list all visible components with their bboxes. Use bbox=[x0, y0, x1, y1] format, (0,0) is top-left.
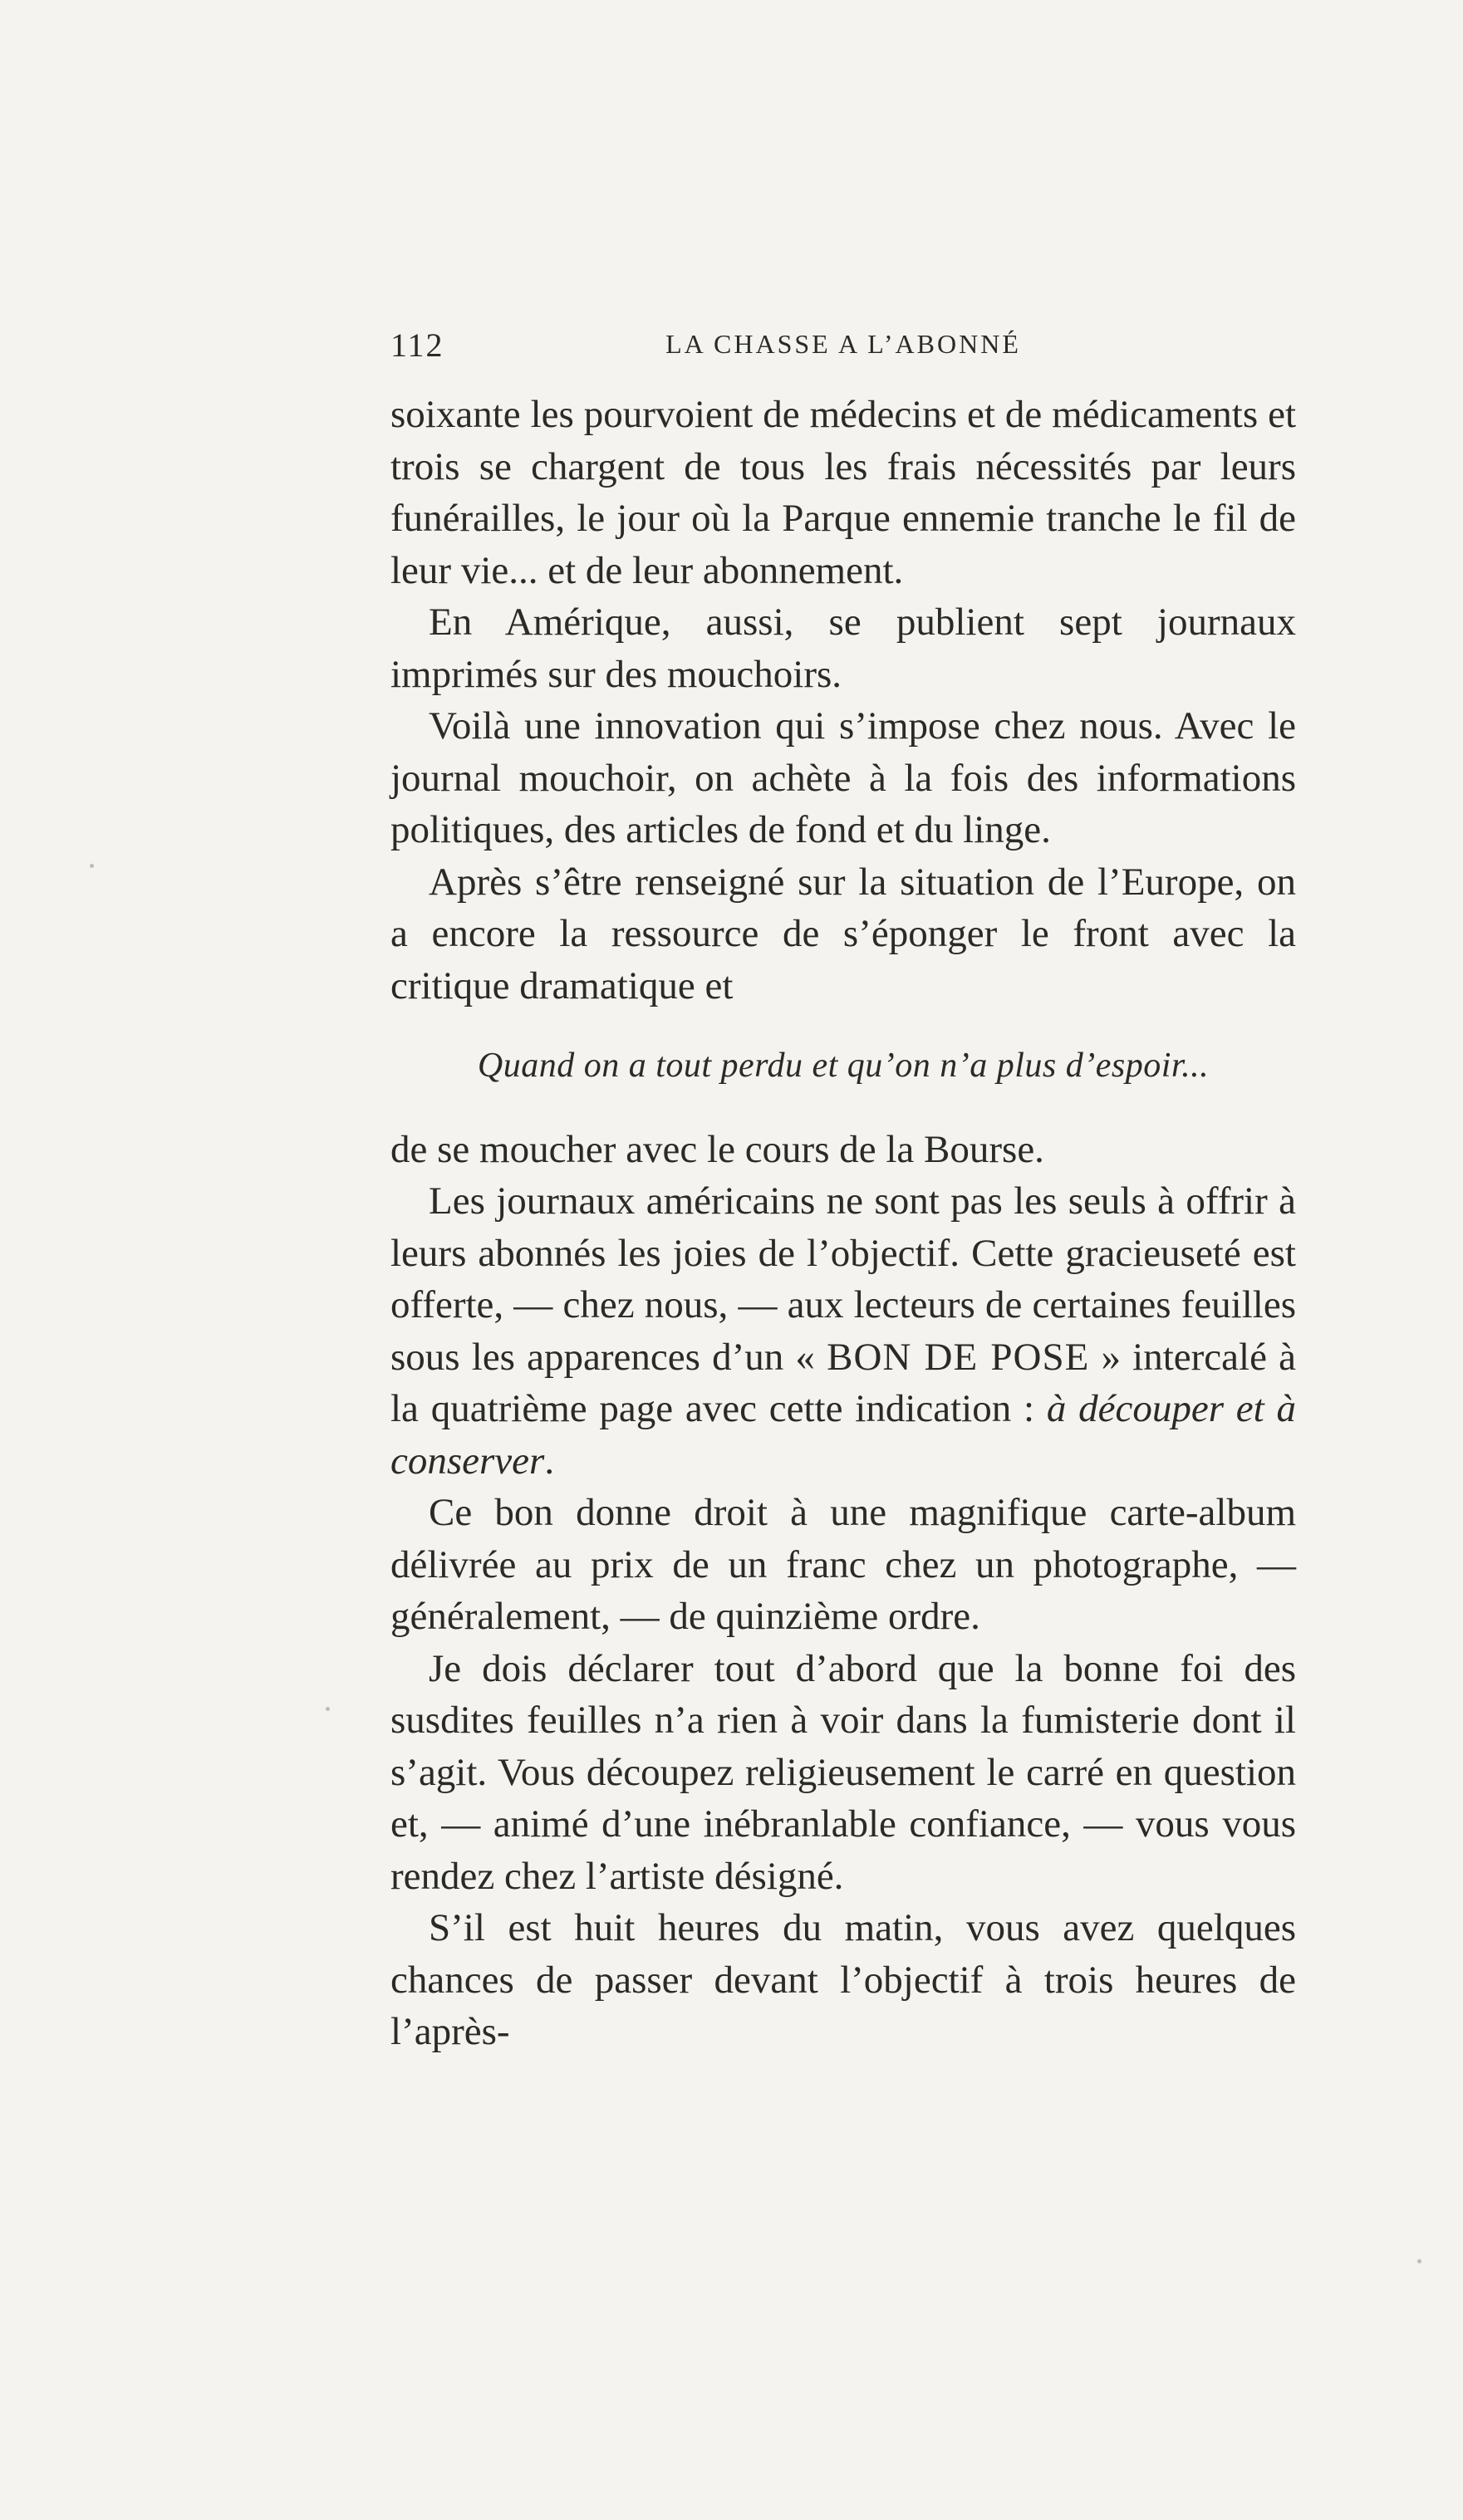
paragraph-2: En Amérique, aussi, se publient sept journaux imprimés sur des mouchoirs. bbox=[390, 601, 1296, 696]
bon-text-end: . bbox=[544, 1439, 555, 1483]
paragraph-1: soixante les pourvoient de médecins et de médicaments et trois se chargent de tous les frais nécessités par leurs funérailles, le jour où la Parque ennemie tranche le fil de leur vie... et de leur abonnement. bbox=[390, 393, 1296, 592]
paragraph-bon-de-pose bbox=[390, 1175, 1296, 1487]
paper-speck bbox=[1417, 2259, 1421, 2263]
bon-text-before: Les journaux américains ne sont pas les seuls à offrir à leurs abonnés les joies de l’objectif. Cette gracieuseté est offerte, — chez nous, — aux lecteurs de certaines feuilles sous les apparences d’un « bbox=[390, 1179, 1296, 1379]
bon-text-middle: » intercalé à la quatrième page avec cette indication : bbox=[390, 1335, 1296, 1430]
running-title: LA CHASSE A L’ABONNÉ bbox=[665, 329, 1021, 359]
paragraph-3: Voilà une innovation qui s’impose chez nous. Avec le journal mouchoir, on achète à la fois des informations politiques, des articles de fond et du linge. bbox=[390, 704, 1296, 851]
paragraph-last: S’il est huit heures du matin, vous avez quelques chances de passer devant l’objectif à trois heures de l’après- bbox=[390, 1906, 1296, 2053]
page-number: 112 bbox=[390, 326, 444, 364]
bon-de-pose-label: BON DE POSE bbox=[827, 1335, 1090, 1379]
paragraph-after-quote: de se moucher avec le cours de la Bourse. bbox=[390, 1127, 1044, 1171]
page-header bbox=[390, 326, 1296, 375]
paragraph-4: Après s’être renseigné sur la situation de l’Europe, on a encore la ressource de s’éponger le front avec la critique dramatique et bbox=[390, 860, 1296, 1008]
paper-speck bbox=[90, 864, 94, 868]
bon-italic-instruction: à découper et à conserver bbox=[390, 1387, 1297, 1483]
quoted-verse: Quand on a tout perdu et qu’on n’a plus d’espoir... bbox=[477, 1047, 1210, 1085]
paper-speck bbox=[326, 1707, 330, 1711]
body-text bbox=[390, 389, 1296, 2058]
paragraph-carte-album: Ce bon donne droit à une magnifique carte-album délivrée au prix de un franc chez un photographe, — généralement, — de quinzième ordre. bbox=[390, 1491, 1296, 1638]
paragraph-declaration: Je dois déclarer tout d’abord que la bonne foi des susdites feuilles n’a rien à voir dans la fumisterie dont il s’agit. Vous découpez religieusement le carré en question et, — animé d’une inébranlable confiance, — vous vous rendez chez l’artiste désigné. bbox=[390, 1646, 1296, 1898]
